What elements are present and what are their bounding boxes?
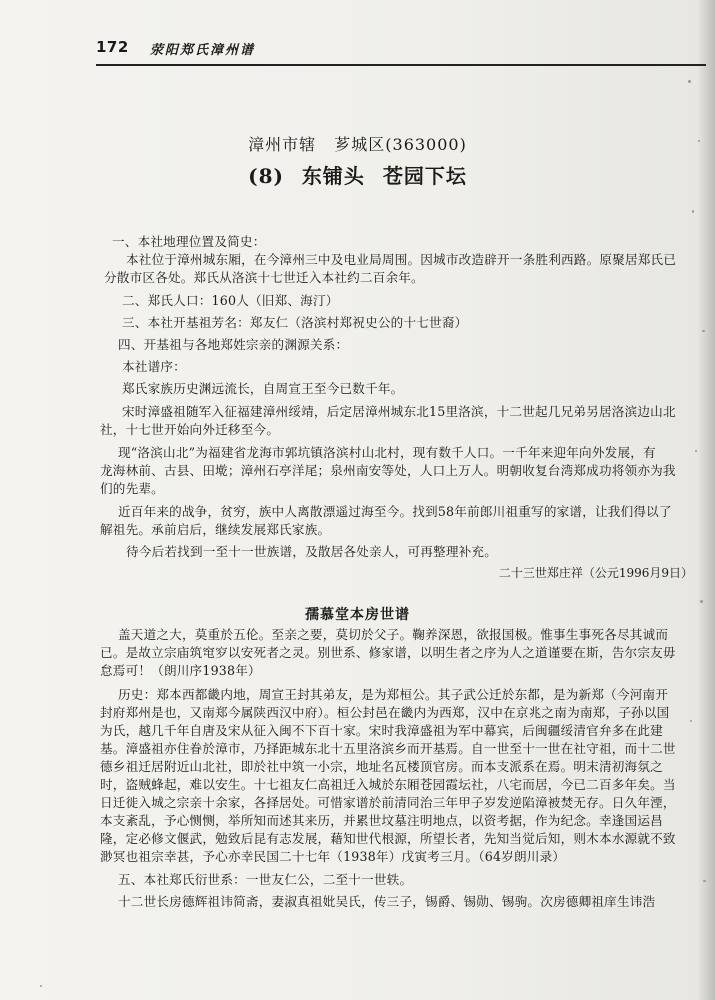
header-rule: [96, 64, 706, 66]
section-heading-3: 三、本社开基祖芳名：郑友仁（洛滨村郑祝史公的十七世裔）: [122, 315, 468, 330]
scan-speck: [688, 80, 691, 83]
section-title: 孺慕堂本房世谱: [305, 607, 410, 623]
section-heading-1: 一、本社地理位置及简史：: [112, 234, 266, 249]
village-number: (8): [248, 164, 284, 188]
paragraph-line: 为氏，越几千年自唐及宋从征入闽不下百十家。宋时我漳盛祖为军中幕宾，后闽疆绥清官弁多在此建: [100, 723, 663, 738]
paragraph-line: 隆，定必修文偃武，勉致后昆有志发展，藉知世代根源，所望长者，先知当觉后知，则木本水源就不致: [100, 831, 676, 846]
paragraph-line: 时，盗贼蜂起，难以安生。十七祖友仁高祖迁入城於东厢苍园霞坛社，八宅而居，今已二百多年矣。当: [100, 777, 676, 792]
paragraph-line: 已。是故立宗庙筑窀穸以安死者之灵。别世系、修家谱，以明生者之序为人之道谨要在斯，告尔宗友毋: [100, 645, 676, 660]
page-header: [96, 38, 696, 62]
section-heading-5: 五、本社郑氏衍世系：一世友仁公，二至十一世轶。: [118, 872, 413, 887]
section-heading-2: 二、郑氏人口：160人（旧郑、海汀）: [122, 293, 339, 308]
paragraph-line: 近百年来的战争，贫穷，族中人离散漂遥过海至今。找到58年前郎川祖重写的家谱，让我们得以了: [118, 504, 672, 519]
paragraph-line: 日迁徙入城之宗亲十余家，各择居处。可惜家谱於前清同治三年甲子岁发逆陷漳被焚无存。日久年湮，: [100, 795, 676, 810]
paragraph-line: 本社位于漳州城东厢，在今漳州三中及电业局周围。因城市改造辟开一条胜利西路。原聚居郑氏已: [126, 252, 677, 267]
paragraph-line: 龙海林前、古县、田墘；漳州石亭洋尾；泉州南安等处，人口上万人。明朝收复台湾郑成功将领亦为我: [100, 463, 676, 478]
page-number: 172: [96, 38, 129, 56]
paragraph-line: 渺冥也祖宗幸甚，予心亦幸民国二十七年（1938年）戊寅考三月。（64岁朗川录）: [100, 849, 566, 864]
paragraph-line: 盖天道之大，莫重於五伦。至亲之要，莫切於父子。鞠养深恩，欲报国极。惟事生事死各尽其诚而: [118, 627, 669, 642]
region-district: 芗城区(363000): [334, 135, 467, 154]
scan-speck: [695, 450, 697, 452]
region-city: 漳州市辖: [248, 135, 317, 154]
scan-speck: [700, 600, 703, 603]
paragraph-line: 社，十七世开始向外迁移至今。: [100, 422, 280, 437]
scan-speck: [698, 140, 700, 142]
village-subname: 苍园下坛: [382, 164, 467, 188]
village-name: 东铺头: [301, 164, 365, 188]
paragraph-line: 们的先辈。: [100, 481, 164, 496]
paragraph-line: 宋时漳盛祖随军入征福建漳州绥靖，后定居漳州城东北15里洛滨，十二世起几兄弟另居洛滨边山北: [122, 404, 676, 419]
paragraph-line: 现“洛滨山北”为福建省龙海市郭坑镇洛滨村山北村，现有数千人口。一千年来迎年向外发展，有: [118, 445, 656, 460]
subheading: 本社谱序：: [122, 359, 186, 374]
scan-speck: [702, 330, 705, 332]
scan-speck: [40, 985, 42, 987]
scan-speck: [692, 210, 694, 213]
region-line: [0, 132, 715, 155]
scan-speck: [703, 880, 706, 882]
paragraph-line: 十二世长房德辉祖讳简斋，妻淑真祖妣吴氏，传三子，锡爵、锡勋、锡驹。次房德卿祖庠生讳浩: [118, 894, 656, 909]
paragraph-line: 德乡祖迁居附近山北社，即於社中筑一小宗，地址名瓦楼顶官房。而本支派系在焉。明末清初海氛之: [100, 759, 663, 774]
paragraph-line: 解祖先。承前启后，继续发展郑氏家族。: [100, 522, 331, 537]
village-title: [0, 160, 715, 189]
paragraph-line: 分散市区各处。郑氏从洛滨十七世迁入本社约二百余年。: [104, 270, 424, 285]
paragraph-line: 本支紊乱，予心恻恻，举所知而述其来历，并累世坟墓注明地点，以资考据，作为纪念。幸逢国运昌: [100, 813, 663, 828]
paragraph-line: 历史：郑本西都畿内地，周宣王封其弟友，是为郑桓公。其子武公迁於东都，是为新郑（今河南开: [118, 687, 669, 702]
paragraph-line: 封府郑州是也，又南郑今属陕西汉中府）。桓公封邑在畿内为西郑，汉中在京兆之南为南郑，子孙以国: [100, 705, 670, 720]
paragraph-line: 怠焉可！（朗川序1938年）: [100, 663, 261, 678]
paragraph-line: 郑氏家族历史渊远流长，自周宣王至今已数千年。: [122, 381, 404, 396]
signature-line: 二十三世郑庄祥（公元1996月9日）: [498, 566, 693, 580]
paragraph-line: 基。漳盛祖亦住眷於漳市，乃择距城东北十五里洛滨乡而开基焉。自一世至十一世在社守祖，而十二世: [100, 741, 676, 756]
paragraph-line: 待今后若找到一至十一世族谱，及散居各处亲人，可再整理补充。: [126, 544, 498, 559]
scan-speck: [690, 720, 692, 722]
section-heading-4: 四、开基祖与各地郑姓宗亲的渊源关系：: [118, 337, 349, 352]
book-title: 荥阳郑氏漳州谱: [150, 43, 256, 58]
